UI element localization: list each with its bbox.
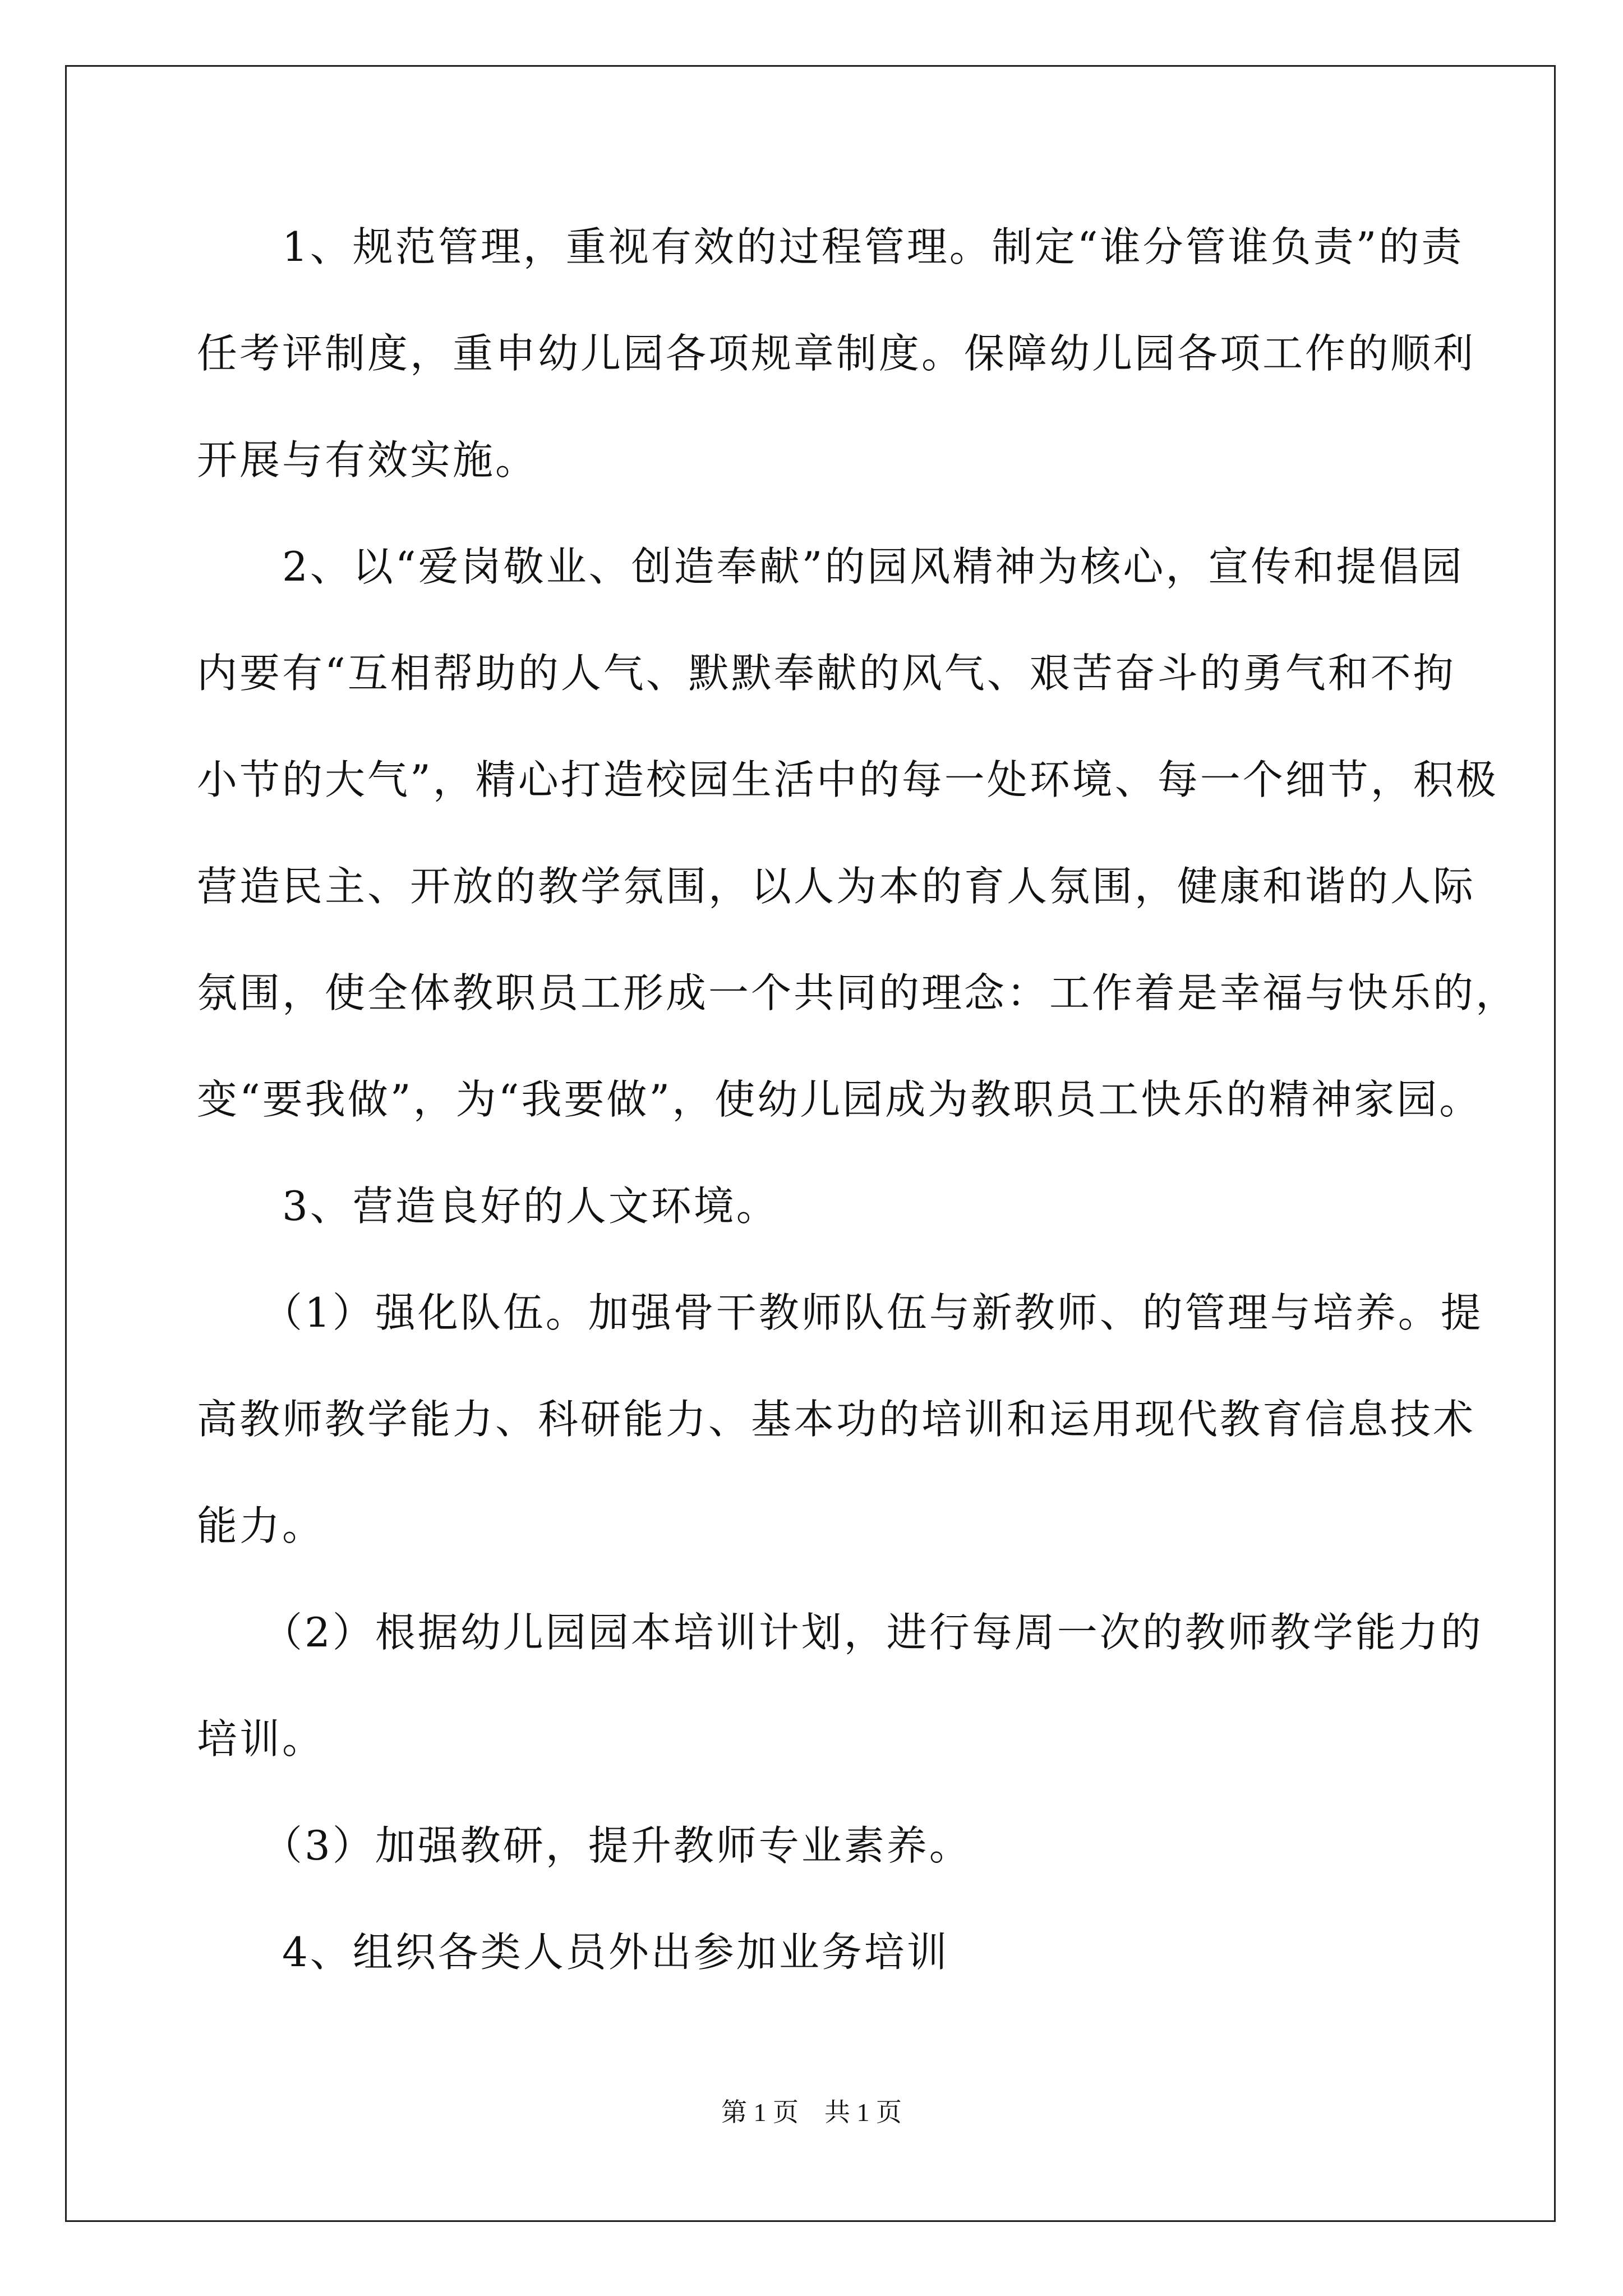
text-line: 3、营造良好的人文环境。 (197, 1182, 779, 1230)
text-line: （2）根据幼儿园园本培训计划，进行每周一次的教师教学能力的 (197, 1609, 1483, 1656)
text-line: 培训。 (197, 1715, 325, 1763)
text-line: 氛围，使全体教职员工形成一个共同的理念：工作着是幸福与快乐的， (197, 969, 1519, 1016)
text-line: 变“要我做”，为“我要做”，使幼儿园成为教职员工快乐的精神家园。 (197, 1076, 1482, 1123)
page-border (65, 65, 1556, 2222)
text-line: （1）强化队伍。加强骨干教师队伍与新教师、的管理与培养。提 (197, 1289, 1483, 1336)
text-line: 4、组织各类人员外出参加业务培训 (197, 1929, 949, 1976)
page-footer (0, 2097, 1623, 2128)
text-line: 2、以“爱岗敬业、创造奉献”的园风精神为核心，宣传和提倡园 (197, 543, 1464, 590)
text-line: （3）加强教研，提升教师专业素养。 (197, 1822, 972, 1869)
text-line: 能力。 (197, 1502, 325, 1549)
text-line: 营造民主、开放的教学氛围，以人为本的育人氛围，健康和谐的人际 (197, 863, 1476, 910)
text-line: 开展与有效实施。 (197, 436, 538, 484)
text-line: 内要有“互相帮助的人气、默默奉献的风气、艰苦奋斗的勇气和不拘 (197, 650, 1456, 697)
text-line: 高教师教学能力、科研能力、基本功的培训和运用现代教育信息技术 (197, 1396, 1476, 1443)
text-line: 1、规范管理，重视有效的过程管理。制定“谁分管谁负责”的责 (197, 223, 1464, 270)
page-number: 第 1 页 共 1 页 (721, 2098, 902, 2127)
text-line: 小节的大气”，精心打造校园生活中的每一处环境、每一个细节，积极 (197, 756, 1498, 803)
text-line: 任考评制度，重申幼儿园各项规章制度。保障幼儿园各项工作的顺利 (197, 330, 1476, 377)
